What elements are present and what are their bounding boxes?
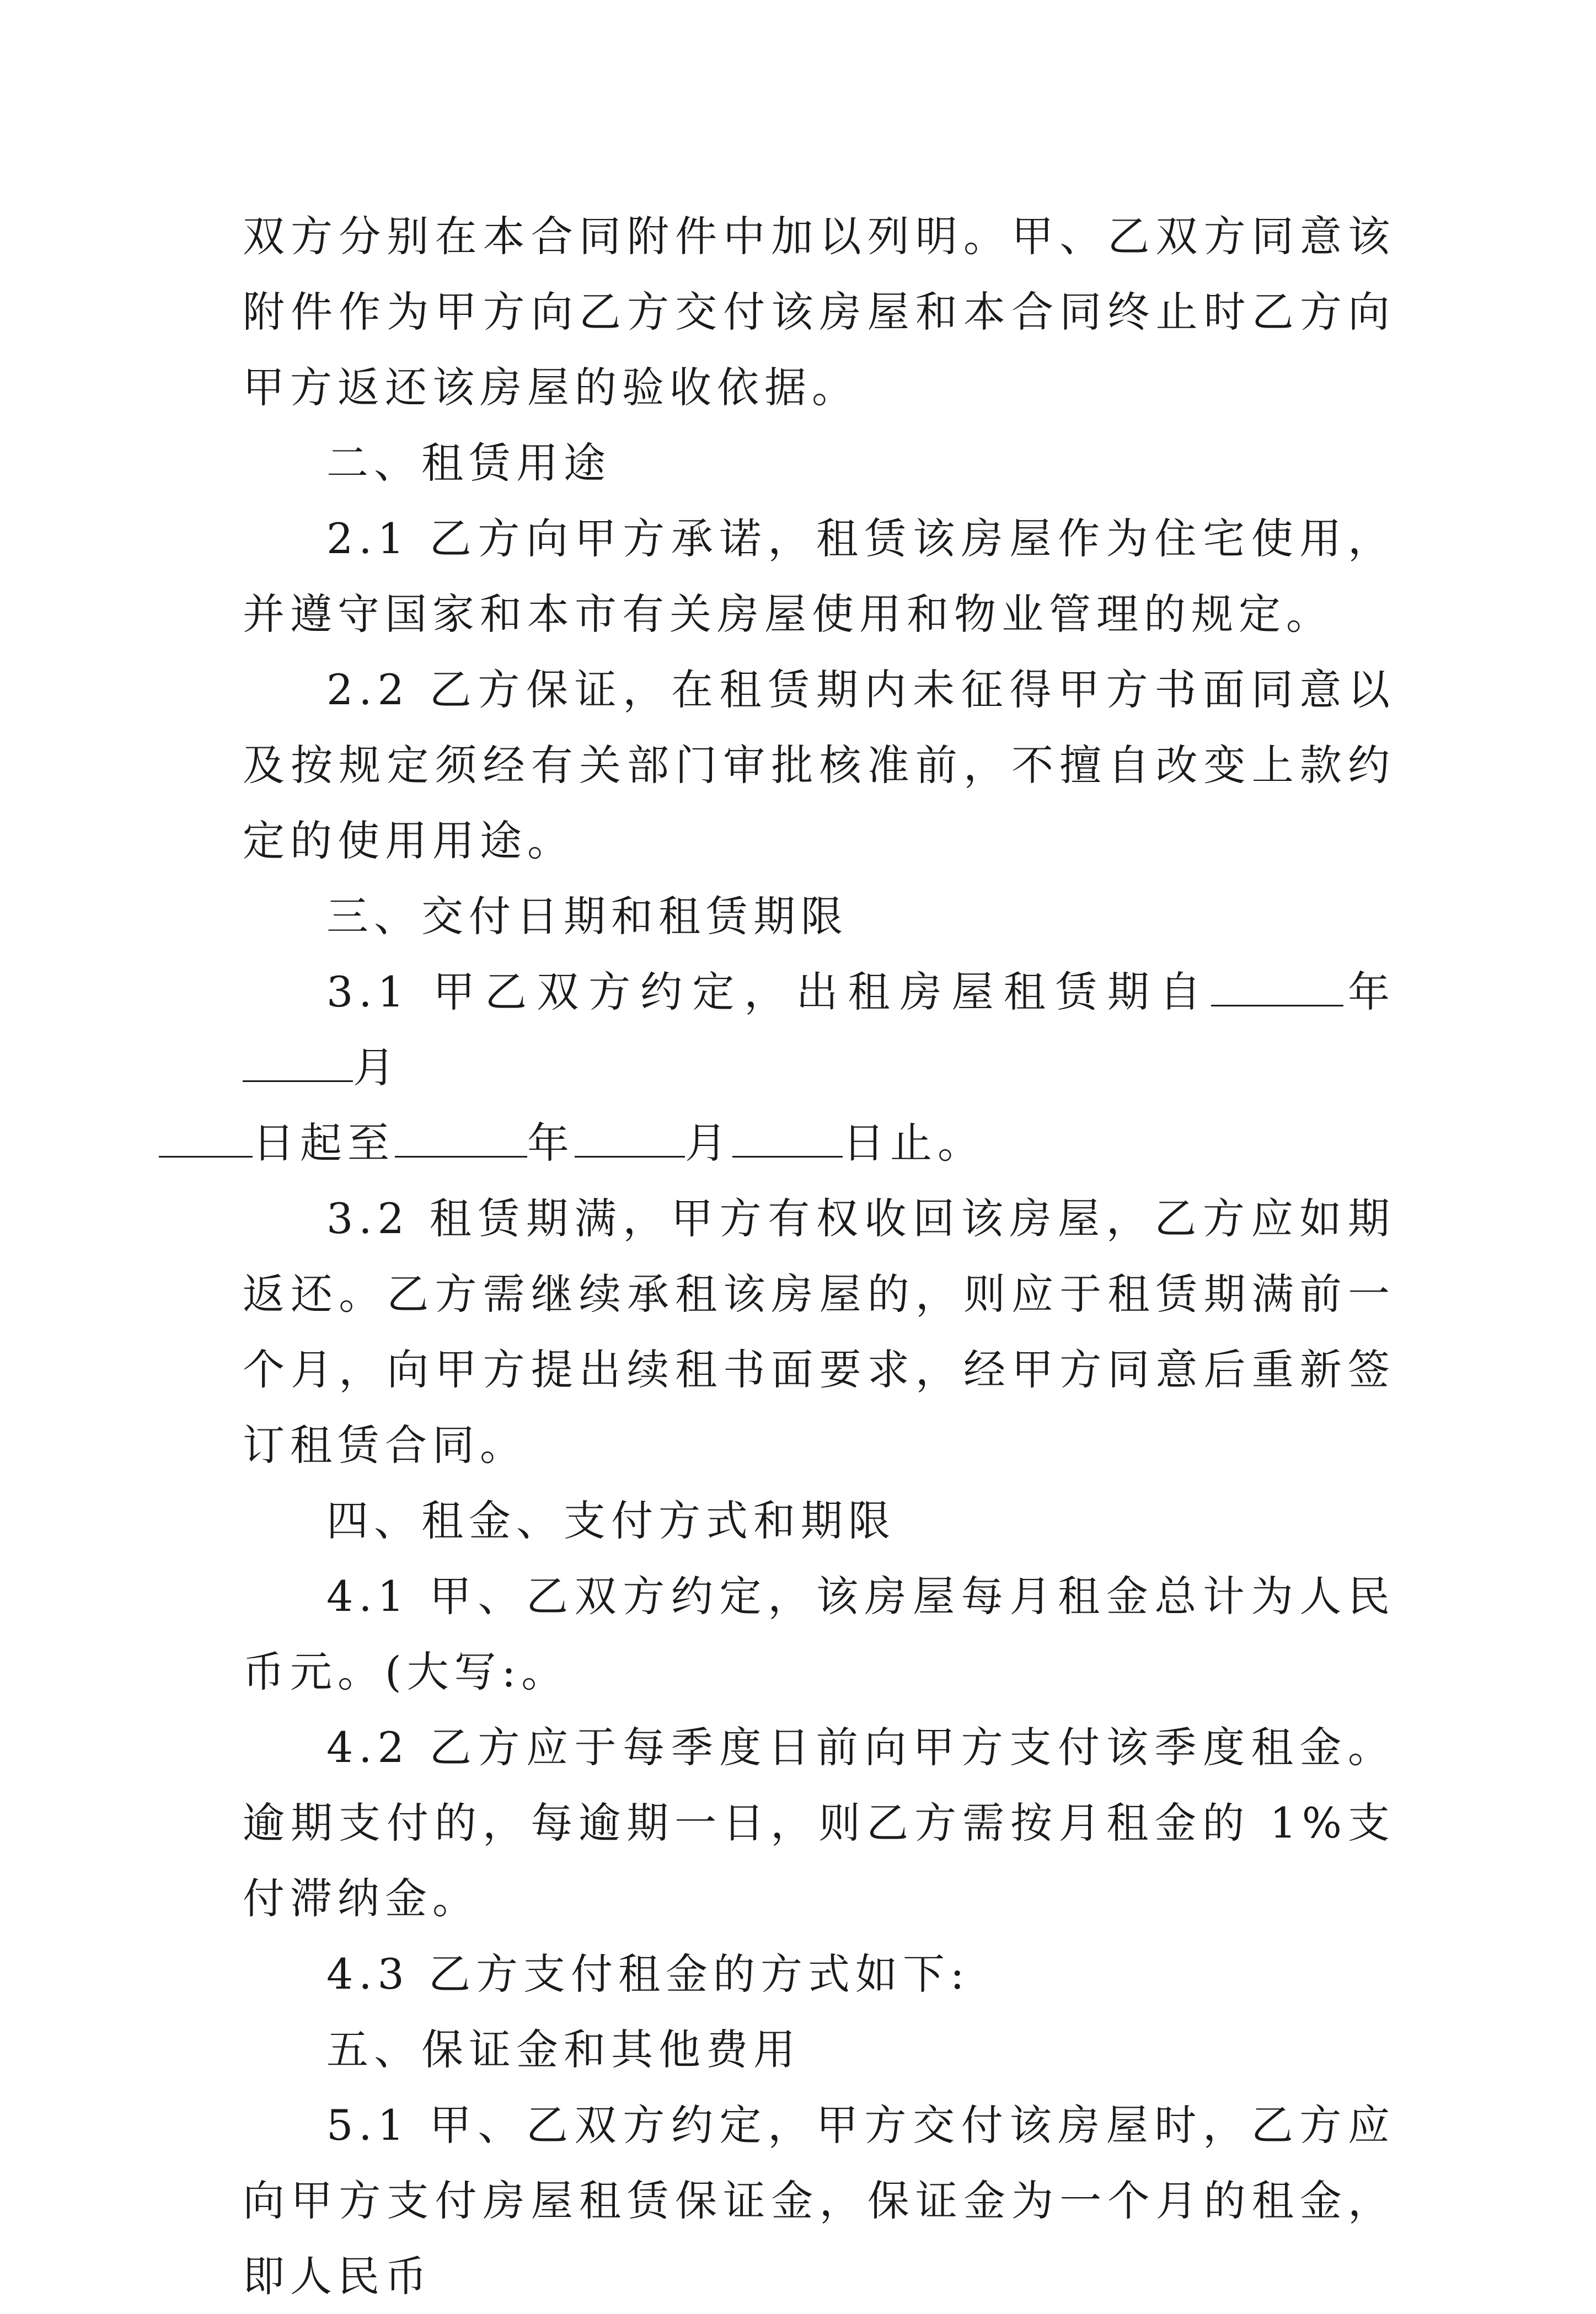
clause-4-1: 4.1 甲、乙双方约定，该房屋每月租金总计为人民币元。(大写:。 [243,1572,1395,1696]
clause-2-1: 2.1 乙方向甲方承诺，租赁该房屋作为住宅使用，并遵守国家和本市有关房屋使用和物业管理的规定。 [243,514,1395,639]
blank-end-month[interactable] [575,1119,685,1158]
section-heading-lease-purpose: 二、租赁用途 [326,438,611,488]
clause-3-1-intro: 3.1 甲乙双方约定，出租房屋租赁期自 [326,967,1211,1016]
blank-start-day[interactable] [159,1119,253,1158]
clause-3-2: 3.2 租赁期满，甲方有权收回该房屋，乙方应如期返还。乙方需继续承租该房屋的，则应于租赁期满前一个月，向甲方提出续租书面要求，经甲方同意后重新签订租赁合同。 [243,1194,1395,1470]
clause-3-1-end-year-label: 年 [527,1118,575,1167]
blank-start-year[interactable] [1211,968,1343,1006]
clause-3-1-month-label: 月 [353,1043,400,1092]
clause-3-1-from-to: 日起至 [253,1118,395,1167]
section-heading-deposit-fees: 五、保证金和其他费用 [326,2025,801,2074]
clause-2-2: 2.2 乙方保证，在租赁期内未征得甲方书面同意以及按规定须经有关部门审批核准前，不擅自改变上款约定的使用用途。 [243,665,1395,865]
clause-3-1-end-month-label: 月 [685,1118,732,1167]
section-heading-rent-payment: 四、租金、支付方式和期限 [326,1496,896,1545]
blank-start-month[interactable] [243,1044,353,1082]
blank-end-year[interactable] [395,1119,527,1158]
clause-3-1-end: 日止。 [843,1118,985,1167]
clause-4-2: 4.2 乙方应于每季度日前向甲方支付该季度租金。逾期支付的，每逾期一日，则乙方需按月租金的 1%支付滞纳金。 [243,1723,1395,1923]
contract-text-body [243,199,1395,2314]
blank-end-day[interactable] [732,1119,843,1158]
clause-4-3: 4.3 乙方支付租金的方式如下: [326,1949,970,1999]
clause-3-1-year-label: 年 [1343,967,1395,1016]
section-heading-delivery-term: 三、交付日期和租赁期限 [326,892,848,941]
paragraph-attachment-note: 双方分别在本合同附件中加以列明。甲、乙双方同意该附件作为甲方向乙方交付该房屋和本合同终止时乙方向甲方返还该房屋的验收依据。 [243,212,1395,412]
clause-5-1: 5.1 甲、乙双方约定，甲方交付该房屋时，乙方应向甲方支付房屋租赁保证金，保证金为一个月的租金，即人民币 [243,2101,1395,2301]
clause-3-1 [243,954,1395,1181]
